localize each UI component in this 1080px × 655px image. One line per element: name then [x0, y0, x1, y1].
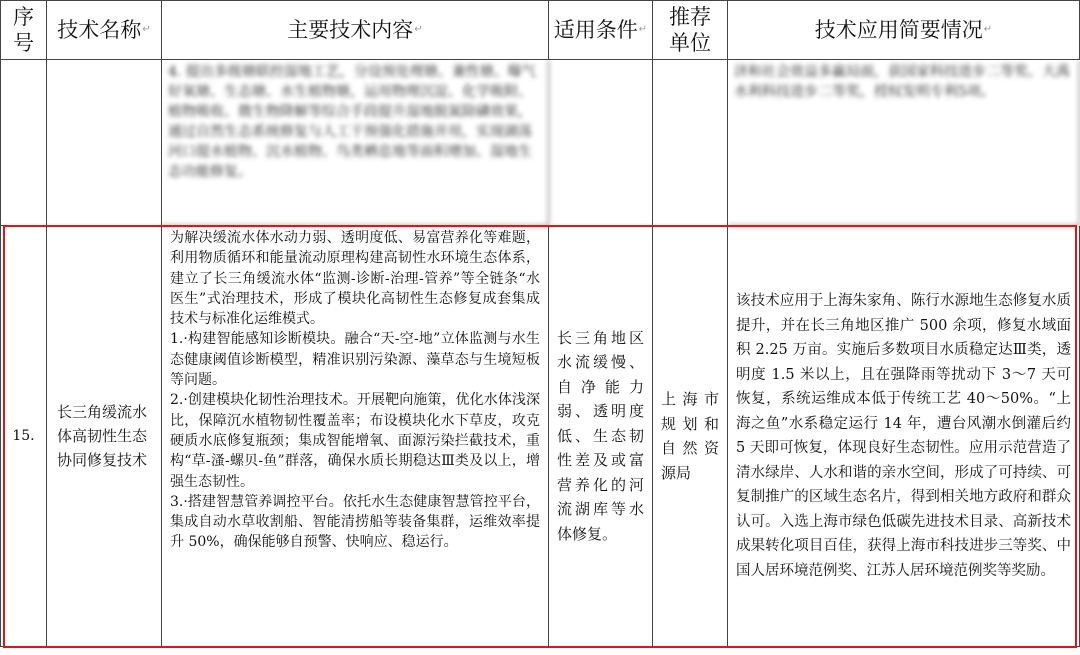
header-col-content [162, 0, 549, 60]
row15-content-item-2: 2.·创建模块化韧性治理技术。开展靶向施策，优化水体浅深比，保障沉水植物韧性覆盖率；布设模块化水下草皮，攻克硬质水底修复瓶颈；集成智能增氧、面源污染拦截技术，重构“草-溞-螺贝-鱼”群落，确保水质长期稳达Ⅲ类及以上，增强生态韧性。 [170, 392, 540, 490]
row15-unit: 上海市规划和自然资源局 [661, 390, 719, 482]
row15-application: 该技术应用于上海朱家角、陈行水源地生态修复水质提升，并在长三角地区推广 500 余项，修复水域面积 2.25 万亩。实施后多数项目水质稳定达Ⅲ类，透明度 1.5 米以上，且在强降雨等扰动下 3～7 天可恢复，系统运维成本低于传统工艺 40～50%。“上海之鱼”水系稳定运行 14 年，遭台风潮水倒灌后约 5 天即可恢复，体现良好生态韧性。应用示范营造了清水绿岸、人水和谐的亲水空间，形成了可持续、可复制推广的区域生态名片，得到相关地方政府和群众认可。入选上海市绿色低碳先进技术目录、高新技术成果转化项目百佳，获得上海市科技进步三等奖、中国人居环境范例奖、江苏人居环境范例奖等奖励。 [736, 293, 1071, 579]
prev-row-unit-cell [653, 60, 728, 226]
header-col-condition-label: 适用条件 [553, 18, 638, 42]
row15-no: 15. [12, 428, 35, 444]
prev-row-condition-cell [549, 60, 653, 226]
header-col-name [47, 0, 162, 60]
header-col-content-label: 主要技术内容 [287, 18, 414, 42]
paragraph-mark-icon: ↵ [983, 24, 993, 35]
prev-row-no-cell [0, 60, 47, 226]
row15-condition: 长三角地区水流缓慢、自净能力弱、透明度低、生态韧性差及或富营养化的河流湖库等水体修复。 [557, 328, 644, 543]
header-col-unit-label: 推荐 单位 [669, 5, 711, 55]
prev-row-content-text: 4. 提出多级塘联控湿地工艺，分设预处理塘、兼性塘、曝气好氧塘、生态塘、水生植物塘，运用物理沉淀、化学吸附、植物吸收、微生物降解等综合手段提升湿地脱氮除磷效果，通过自然生态系统修复与人工干预强化措施并用，实现湖荡河口提水植物、沉水植物、鸟类栖息地等面积增加、湿地生态功能修复。 [168, 64, 536, 180]
row15-unit-cell [653, 226, 728, 647]
prev-row-application-text: 济和社会效益多赢局面，获国家科技进步二等奖、大禹水利科技进步二等奖，授权发明专利5项。 [734, 64, 1070, 100]
row15-content-item-1: 1.·构建智能感知诊断模块。融合“天-空-地”立体监测与水生态健康阈值诊断模型，精准识别污染源、藻草态与生境短板等问题。 [170, 331, 540, 389]
header-col-condition [549, 0, 653, 60]
row15-content-item-3: 3.·搭建智慧管养调控平台。依托水生态健康智慧管控平台，集成自动水草收割船、智能清捞船等装备集群，运维效率提升 50%，确保能够自预警、快响应、稳运行。 [170, 493, 540, 551]
header-col-name-label: 技术名称 [57, 18, 142, 42]
header-col-no-label: 序 号 [13, 5, 34, 55]
prev-row-application [728, 60, 1080, 226]
header-col-application [728, 0, 1080, 60]
row15-name: 长三角缓流水体高韧性生态协同修复技术 [57, 403, 148, 469]
prev-row-content [162, 60, 549, 226]
row15-application-cell [728, 226, 1080, 647]
header-col-application-label: 技术应用简要情况 [814, 18, 983, 42]
row15-content-cell [162, 226, 549, 647]
header-col-no [0, 0, 47, 60]
row15-content-intro: 为解决缓流水体水动力弱、透明度低、易富营养化等难题，利用物质循环和能量流动原理构建高韧性水环境生态体系，建立了长三角缓流水体“监测-诊断-治理-管养”等全链条“水医生”式治理技术，形成了模块化高韧性生态修复成套集成技术与标准化运维模式。 [170, 230, 540, 328]
row15-no-cell [0, 226, 47, 647]
header-col-unit [653, 0, 728, 60]
paragraph-mark-icon: ↵ [638, 24, 648, 35]
row15-name-cell [47, 226, 162, 647]
paragraph-mark-icon: ↵ [142, 24, 151, 35]
prev-row-name-cell [47, 60, 162, 226]
paragraph-mark-icon: ↵ [414, 24, 423, 35]
row15-condition-cell [549, 226, 653, 647]
